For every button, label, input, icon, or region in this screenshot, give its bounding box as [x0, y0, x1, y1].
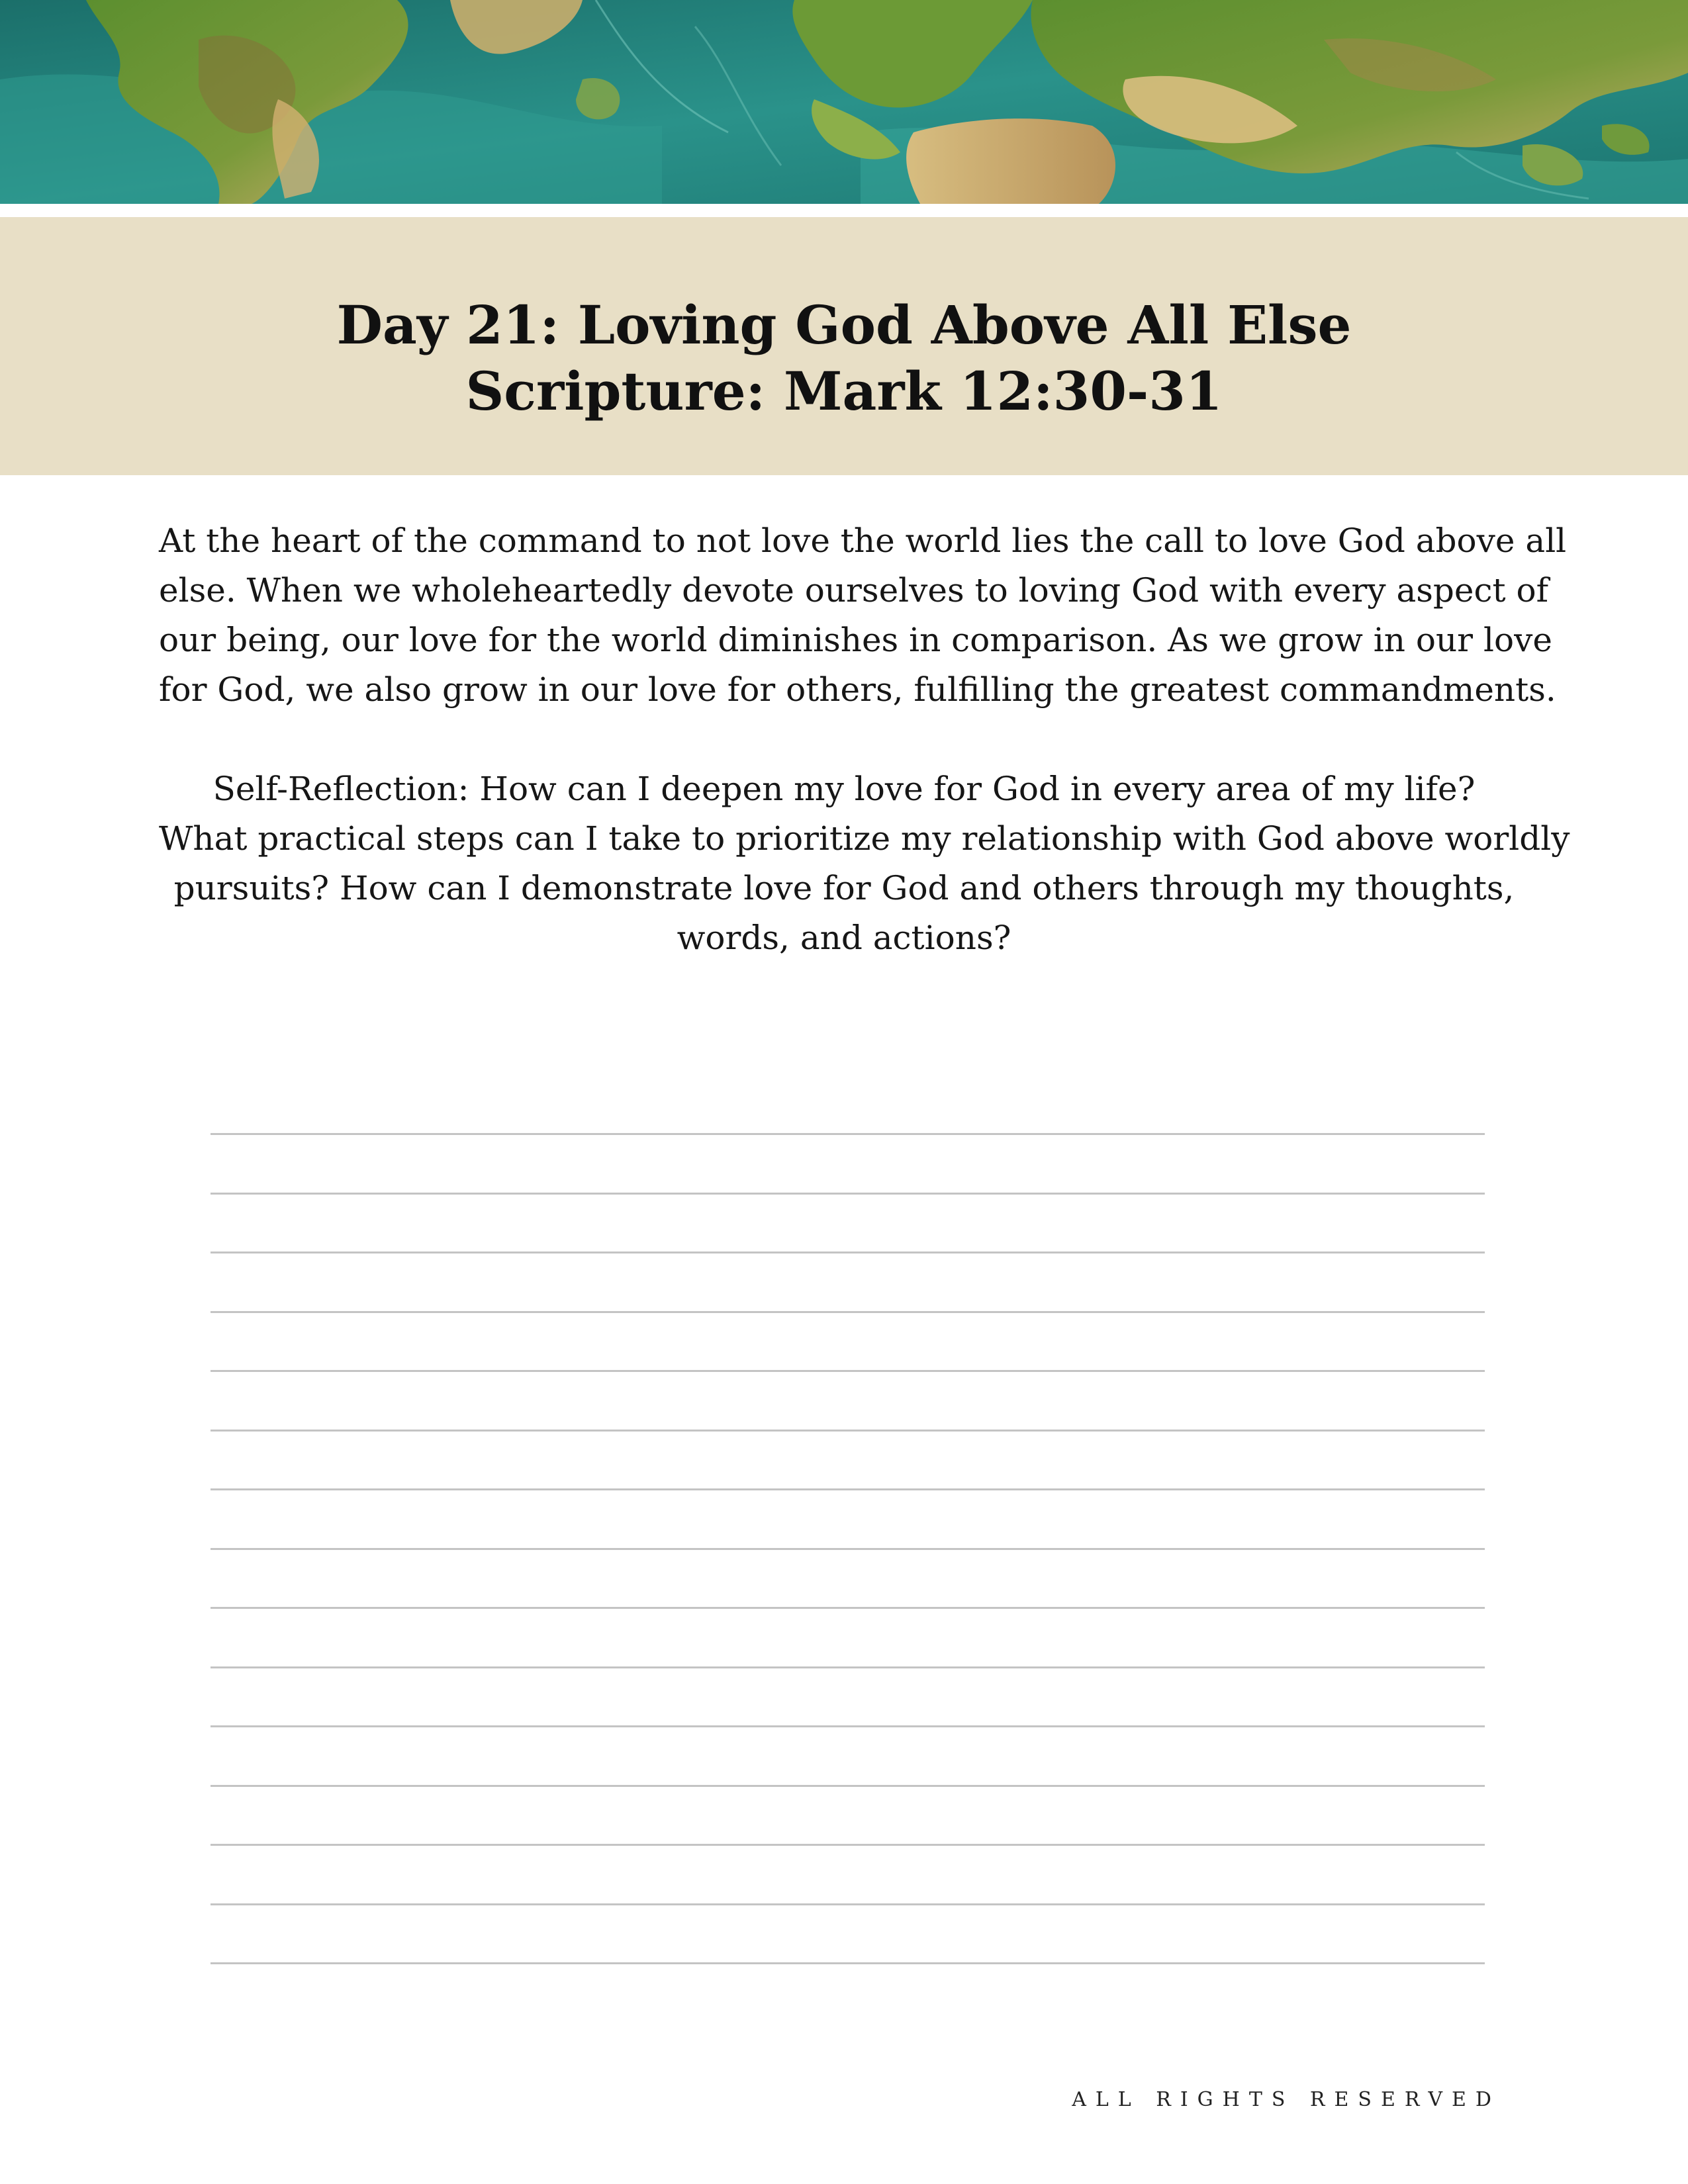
writing-line[interactable] — [211, 1785, 1485, 1787]
writing-line[interactable] — [211, 1133, 1485, 1135]
reflection-line: Self-Reflection: How can I deepen my love for God in every area of my life? — [212, 770, 1476, 808]
page-title: Day 21: Loving God Above All Else — [336, 294, 1352, 356]
writing-line[interactable] — [211, 1903, 1485, 1905]
writing-line[interactable] — [211, 1607, 1485, 1609]
reflection-line: words, and actions? — [677, 919, 1011, 957]
journal-writing-area — [211, 0, 1485, 2184]
writing-line[interactable] — [211, 1488, 1485, 1490]
intro-line: our being, our love for the world diminishes in comparison. As we grow in our love — [159, 621, 1552, 659]
intro-line: for God, we also grow in our love for others, fulfilling the greatest commandments. — [159, 670, 1556, 709]
reflection-line: What practical steps can I take to prioritize my relationship with God above worldly — [159, 819, 1570, 858]
writing-line[interactable] — [211, 1548, 1485, 1550]
writing-line[interactable] — [211, 1844, 1485, 1846]
writing-line[interactable] — [211, 1666, 1485, 1668]
reflection-line: pursuits? How can I demonstrate love for God and others through my thoughts, — [173, 869, 1515, 907]
writing-line[interactable] — [211, 1193, 1485, 1195]
writing-line[interactable] — [211, 1311, 1485, 1313]
writing-line[interactable] — [211, 1251, 1485, 1253]
copyright-footer: ALL RIGHTS RESERVED — [1072, 2088, 1501, 2111]
writing-line[interactable] — [211, 1962, 1485, 1964]
intro-line: At the heart of the command to not love the world lies the call to love God above all — [159, 522, 1567, 560]
writing-line[interactable] — [211, 1370, 1485, 1372]
writing-line[interactable] — [211, 1430, 1485, 1432]
scripture-reference: Scripture: Mark 12:30-31 — [465, 360, 1223, 422]
intro-line: else. When we wholeheartedly devote ourselves to loving God with every aspect of — [159, 571, 1549, 610]
writing-line[interactable] — [211, 1725, 1485, 1727]
